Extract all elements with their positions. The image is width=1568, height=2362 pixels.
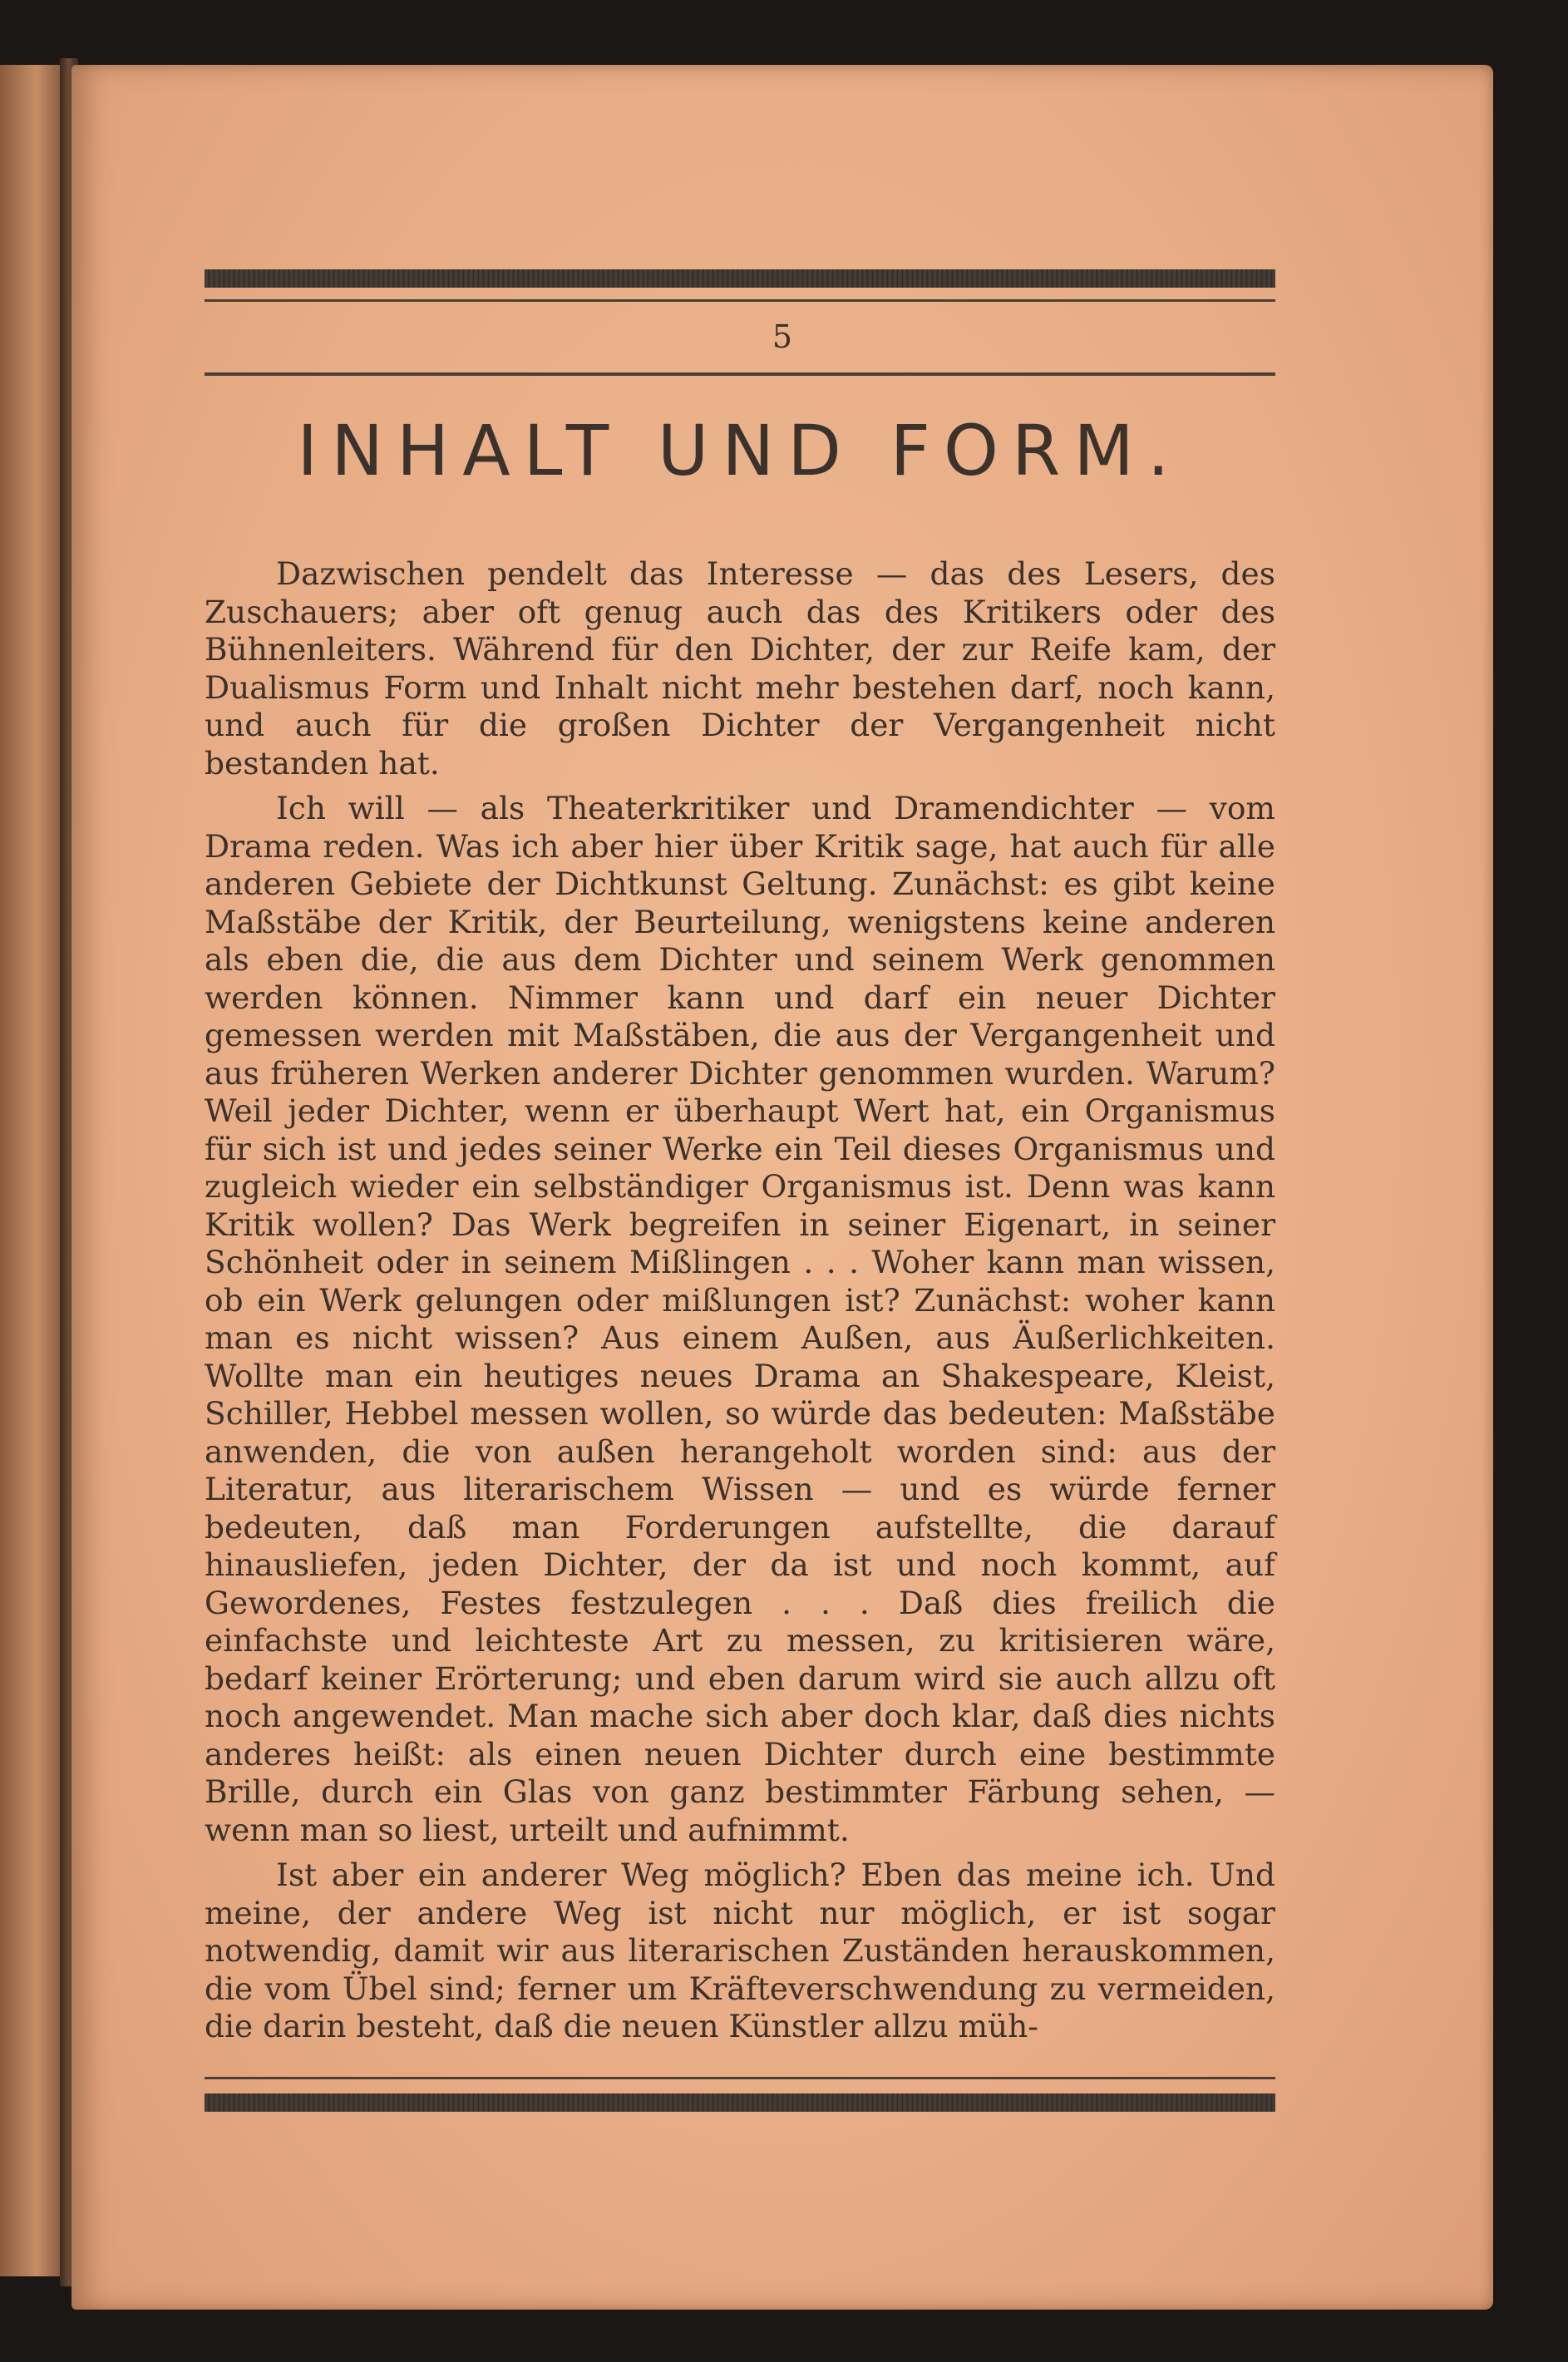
top-thin-rule [205,299,1275,302]
bottom-thin-rule [205,2077,1275,2079]
header-divider-rule [205,372,1275,376]
book-page [71,65,1493,2310]
chapter-heading: INHALT UND FORM. [297,410,1183,491]
paragraph: Dazwischen pendelt das Interesse — das des Lesers, des Zuschauers; aber oft genug auch das des Kritikers oder des Bühnenleiters. Während für den Dichter, der zur Reife kam, der Dualismus Form und Inhalt nicht mehr bestehen darf, noch kann, und auch für die großen Dichter der Vergangenheit nicht bestanden hat. [205,555,1275,782]
paragraph: Ich will — als Theaterkritiker und Dramendichter — vom Drama reden. Was ich aber hier über Kritik sage, hat auch für alle anderen Gebiete der Dichtkunst Geltung. Zunächst: es gibt keine Maßstäbe der Kritik, der Beurteilung, wenigstens keine anderen als eben die, die aus dem Dichter und seinem Werk genommen werden können. Nimmer kann und darf ein neuer Dichter gemessen werden mit Maßstäben, die aus der Vergangenheit und aus früheren Werken anderer Dichter genommen wurden. Warum? Weil jeder Dichter, wenn er überhaupt Wert hat, ein Organismus für sich ist und jedes seiner Werke ein Teil dieses Organismus und zugleich wieder ein selbständiger Organismus ist. Denn was kann Kritik wollen? Das Werk begreifen in seiner Eigenart, in seiner Schönheit oder in seinem Mißlingen . . . Woher kann man wissen, ob ein Werk gelungen oder mißlungen ist? Zunächst: woher kann man es nicht wissen? Aus einem Außen, aus Äußerlichkeiten. Wollte man ein heutiges neues Drama an Shakespeare, Kleist, Schiller, Hebbel messen wollen, so würde das bedeuten: Maßstäbe anwenden, die von außen herangeholt worden sind: aus der Literatur, aus literarischem Wissen — und es würde ferner bedeuten, daß man Forderungen aufstellte, die darauf hinausliefen, jeden Dichter, der da ist und noch kommt, auf Gewordenes, Festes festzulegen . . . Daß dies freilich die einfachste und leichteste Art zu messen, zu kritisieren wäre, bedarf keiner Erörterung; und eben darum wird sie auch allzu oft noch angewendet. Man mache sich aber doch klar, daß dies nichts anderes heißt: als einen neuen Dichter durch eine bestimmte Brille, durch ein Glas von ganz bestimmter Färbung sehen, — wenn man so liest, urteilt und aufnimmt. [205,790,1275,1848]
top-ornamental-rule [205,269,1275,288]
facing-page-edge [0,65,67,2276]
body-text [205,555,1275,2054]
bottom-ornamental-rule [205,2093,1275,2112]
paragraph: Ist aber ein anderer Weg möglich? Eben das meine ich. Und meine, der andere Weg ist nicht nur möglich, er ist sogar notwendig, damit wir aus literarischen Zuständen herauskommen, die vom Übel sind; ferner um Kräfteverschwendung zu vermeiden, die darin besteht, daß die neuen Künstler allzu müh- [205,1857,1275,2044]
page-number: 5 [772,318,793,355]
